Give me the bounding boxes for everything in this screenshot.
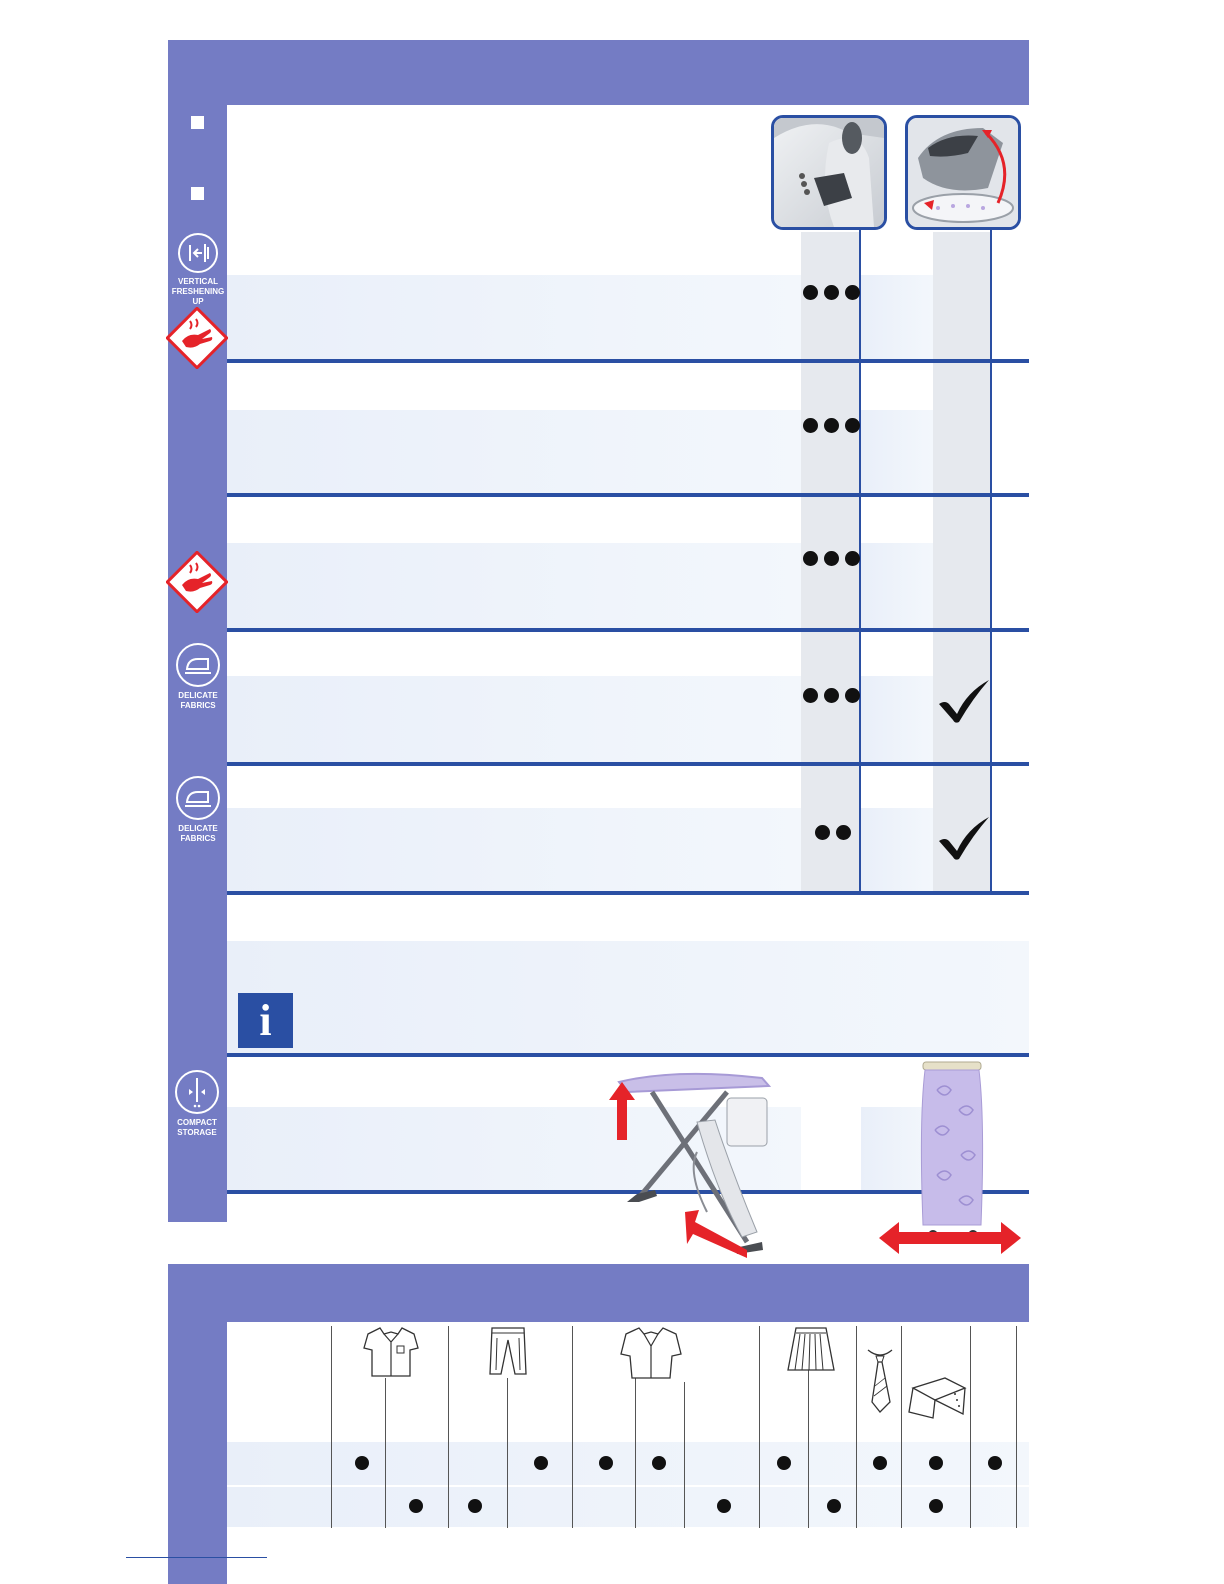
info-row-band bbox=[227, 941, 1029, 1053]
row-divider bbox=[227, 891, 1029, 895]
row-divider bbox=[227, 762, 1029, 766]
table-linen-icon bbox=[905, 1374, 969, 1420]
delicate-fabrics-badge: DELICATE FABRICS bbox=[168, 643, 228, 711]
iron-cover-photo bbox=[905, 115, 1021, 230]
column-b bbox=[933, 232, 991, 891]
trousers-icon bbox=[488, 1326, 528, 1376]
row-4-gap bbox=[861, 676, 933, 762]
rating-row-4 bbox=[803, 688, 860, 703]
footer-rule bbox=[126, 1557, 267, 1558]
suitability-dot bbox=[777, 1456, 791, 1470]
row-3-band bbox=[227, 543, 801, 629]
suitability-dot bbox=[355, 1456, 369, 1470]
suitability-dot bbox=[717, 1499, 731, 1513]
upright-board-illustration bbox=[877, 1060, 1023, 1258]
row-1-band bbox=[227, 275, 801, 359]
garment-row-1-band bbox=[227, 1442, 1029, 1485]
row-5-gap bbox=[861, 808, 933, 891]
grid-line bbox=[759, 1326, 760, 1528]
check-mark-icon bbox=[937, 815, 991, 861]
garment-header-band bbox=[168, 1264, 1029, 1322]
grid-line bbox=[635, 1378, 636, 1528]
suitability-dot bbox=[873, 1456, 887, 1470]
suitability-dot bbox=[534, 1456, 548, 1470]
shirt-icon bbox=[362, 1326, 420, 1378]
compact-storage-icon bbox=[175, 1070, 219, 1114]
suitability-dot bbox=[409, 1499, 423, 1513]
grid-line bbox=[856, 1326, 857, 1528]
info-icon: i bbox=[238, 993, 293, 1048]
row-divider bbox=[227, 359, 1029, 363]
grid-line bbox=[331, 1326, 332, 1528]
compact-storage-badge: COMPACT STORAGE bbox=[167, 1070, 227, 1138]
suitability-dot bbox=[599, 1456, 613, 1470]
row-2-band bbox=[227, 410, 801, 494]
folding-ironing-board-illustration bbox=[597, 1062, 777, 1260]
rating-row-2 bbox=[803, 418, 860, 433]
suitability-dot bbox=[929, 1499, 943, 1513]
rating-dot bbox=[824, 551, 839, 566]
rating-dot bbox=[824, 688, 839, 703]
rating-dot bbox=[803, 688, 818, 703]
rating-row-5 bbox=[815, 825, 851, 840]
suitability-dot bbox=[827, 1499, 841, 1513]
steam-iron-image bbox=[774, 118, 884, 227]
suitability-dot bbox=[652, 1456, 666, 1470]
row-divider bbox=[227, 628, 1029, 632]
iron-icon bbox=[176, 776, 220, 820]
blouse-icon bbox=[618, 1326, 684, 1380]
check-mark-icon bbox=[937, 678, 991, 724]
delicate-fabrics-badge: DELICATE FABRICS bbox=[168, 776, 228, 844]
row-4-band bbox=[227, 676, 801, 762]
rating-dot bbox=[845, 285, 860, 300]
rating-dot bbox=[824, 418, 839, 433]
tie-icon bbox=[864, 1344, 896, 1414]
rating-dot bbox=[803, 418, 818, 433]
iron-icon bbox=[176, 643, 220, 687]
row-5-band bbox=[227, 808, 801, 891]
rating-dot bbox=[803, 551, 818, 566]
row-1-gap bbox=[861, 275, 933, 359]
square-bullet-icon bbox=[191, 187, 204, 200]
suitability-dot bbox=[468, 1499, 482, 1513]
vertical-freshening-badge: VERTICAL FRESHENING UP bbox=[168, 233, 228, 307]
hot-hand-warning-icon bbox=[166, 551, 228, 613]
grid-line bbox=[970, 1326, 971, 1528]
grid-line bbox=[808, 1370, 809, 1528]
grid-line bbox=[507, 1378, 508, 1528]
grid-line bbox=[448, 1326, 449, 1528]
suitability-dot bbox=[929, 1456, 943, 1470]
iron-cover-image bbox=[908, 118, 1018, 227]
square-bullet-icon bbox=[191, 116, 204, 129]
rating-row-3 bbox=[803, 551, 860, 566]
rating-dot bbox=[803, 285, 818, 300]
suitability-dot bbox=[988, 1456, 1002, 1470]
rating-dot bbox=[815, 825, 830, 840]
row-3-gap bbox=[861, 543, 933, 629]
rating-row-1 bbox=[803, 285, 860, 300]
skirt-icon bbox=[786, 1326, 836, 1372]
rating-dot bbox=[824, 285, 839, 300]
grid-line bbox=[385, 1378, 386, 1528]
grid-line bbox=[684, 1382, 685, 1528]
rating-dot bbox=[845, 551, 860, 566]
grid-line bbox=[901, 1326, 902, 1528]
steam-iron-photo bbox=[771, 115, 887, 230]
rating-dot bbox=[836, 825, 851, 840]
row-divider bbox=[227, 1053, 1029, 1057]
header-band bbox=[168, 40, 1029, 105]
grid-line bbox=[1016, 1326, 1017, 1528]
grid-line bbox=[572, 1326, 573, 1528]
vertical-steam-icon bbox=[178, 233, 218, 273]
row-divider bbox=[227, 493, 1029, 497]
garment-row-2-band bbox=[227, 1487, 1029, 1527]
rating-dot bbox=[845, 688, 860, 703]
rating-dot bbox=[845, 418, 860, 433]
row-2-gap bbox=[861, 410, 933, 494]
hot-hand-warning-icon bbox=[166, 307, 228, 369]
garment-side-strip bbox=[168, 1322, 227, 1584]
column-divider bbox=[990, 228, 992, 891]
